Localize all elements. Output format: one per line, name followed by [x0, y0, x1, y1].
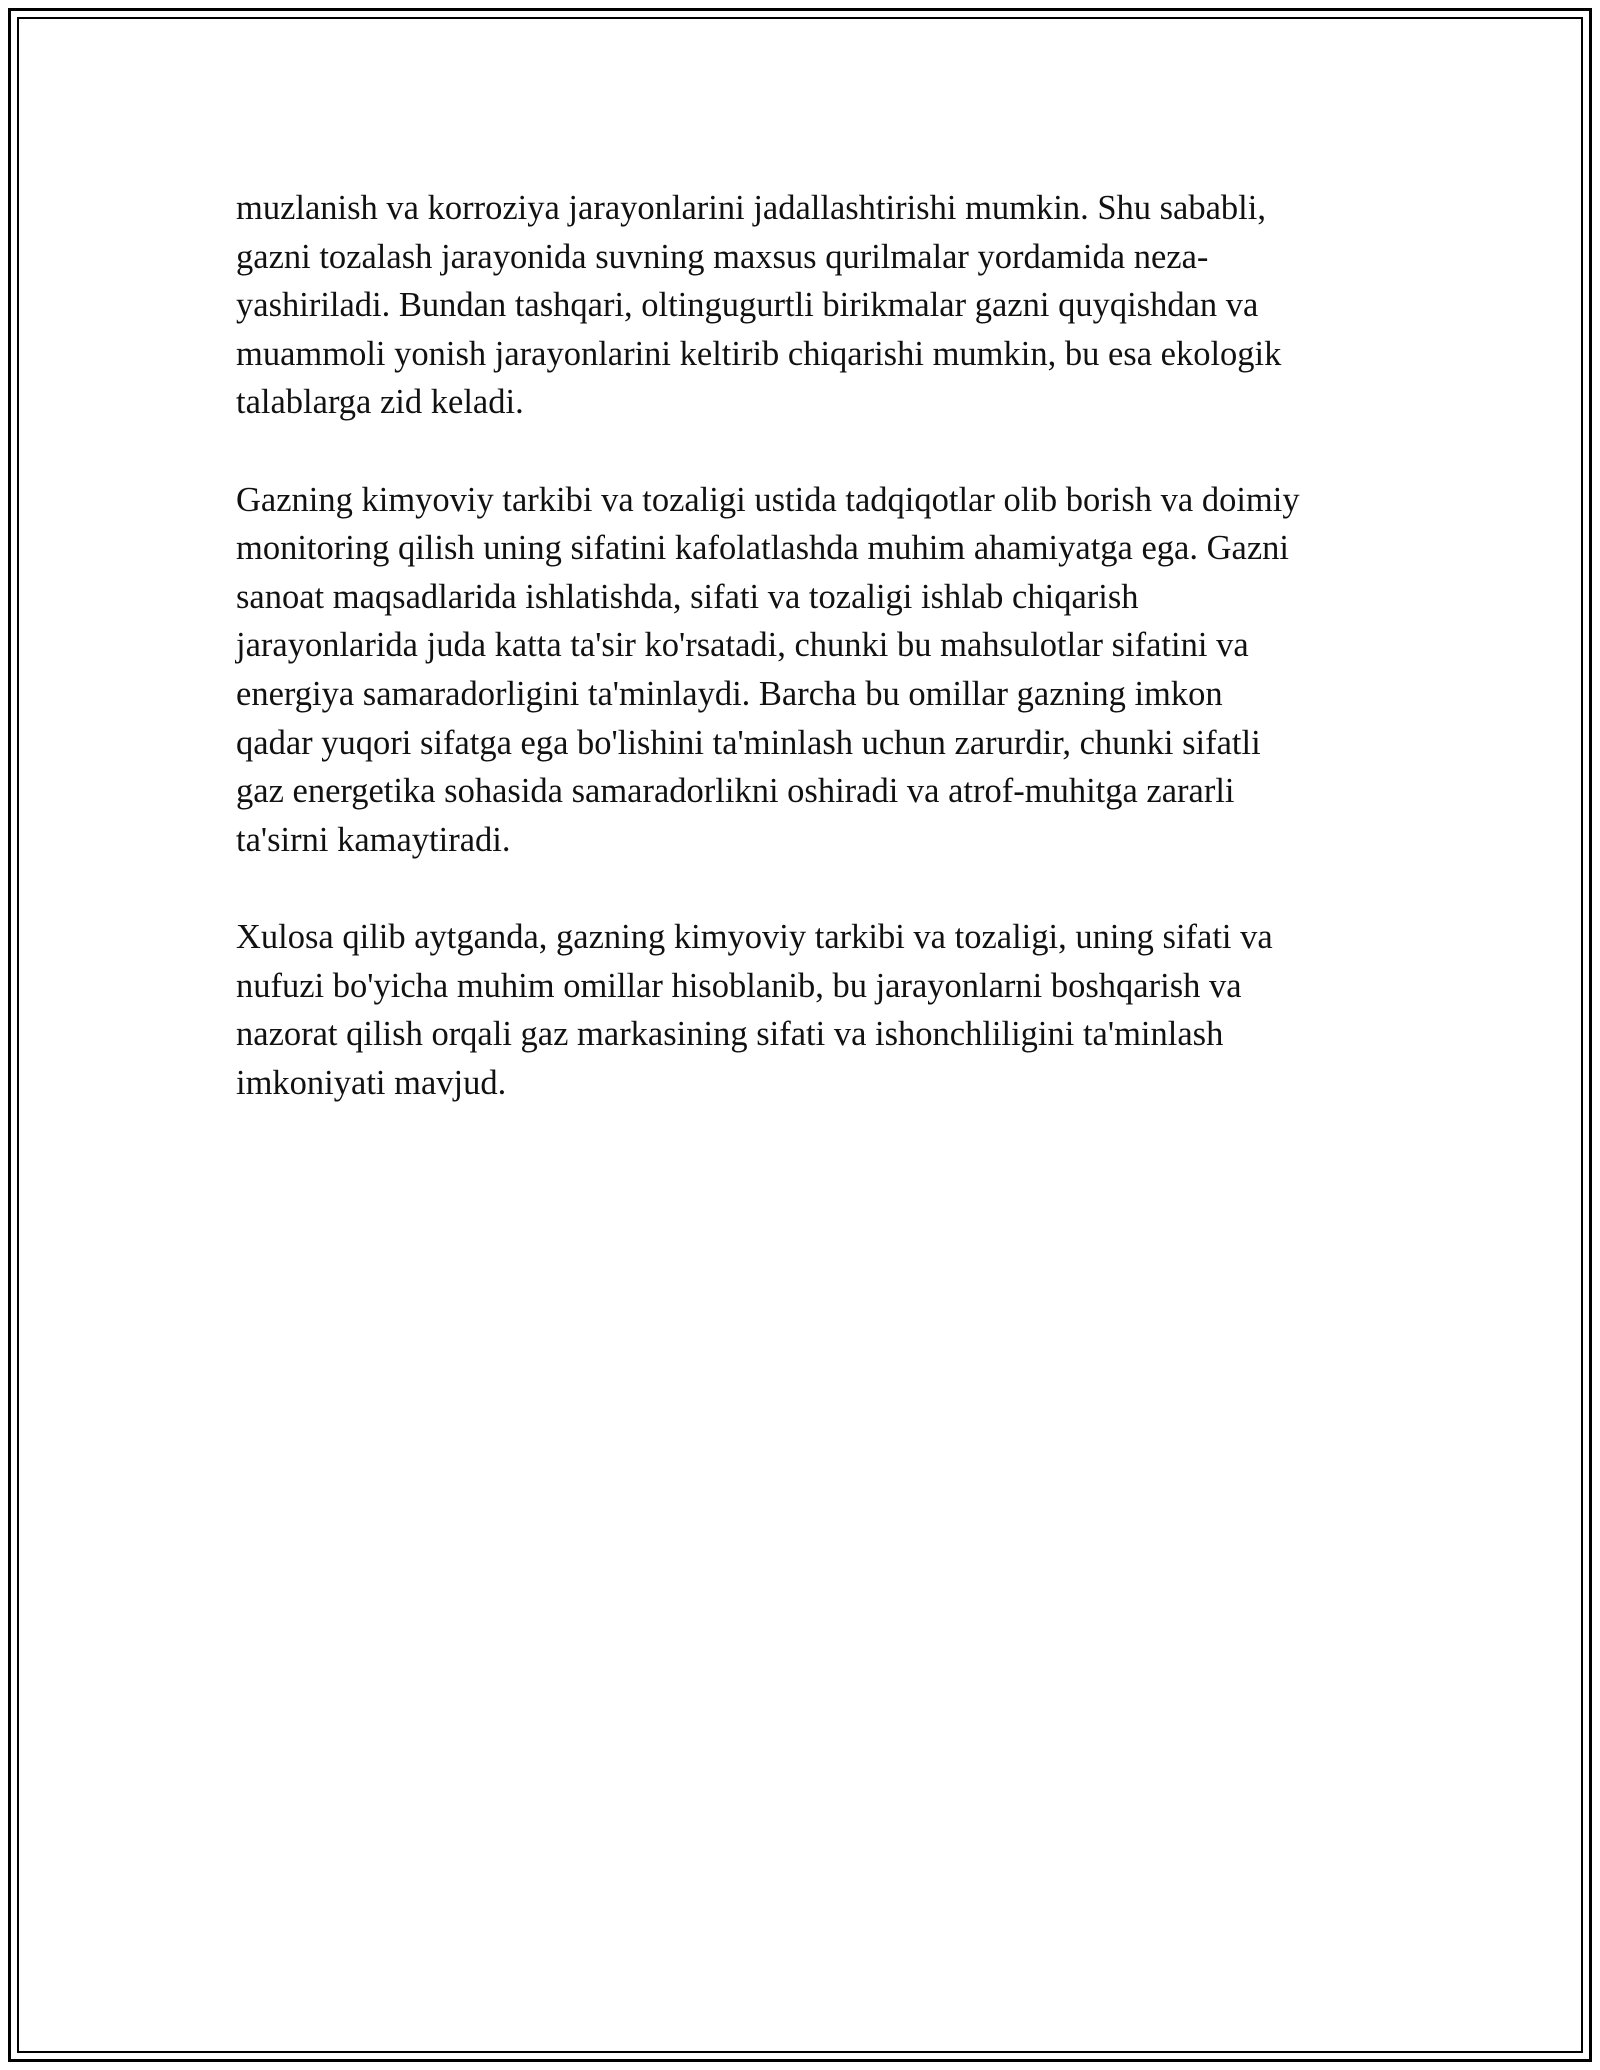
paragraph-2 — [236, 476, 1416, 865]
text-line: jarayonlarida juda katta ta'sir ko'rsatadi, chunki bu mahsulotlar sifatini va — [236, 626, 1249, 665]
document-body — [236, 184, 1416, 1156]
text-line: qadar yuqori sifatga ega bo'lishini ta'minlash uchun zarurdir, chunki sifatli — [236, 723, 1261, 762]
text-line: sanoat maqsadlarida ishlatishda, sifati va tozaligi ishlab chiqarish — [236, 577, 1139, 616]
text-line: Gazning kimyoviy tarkibi va tozaligi ustida tadqiqotlar olib borish va doimiy — [236, 480, 1300, 519]
paragraph-1 — [236, 184, 1416, 427]
paragraph-3 — [236, 913, 1416, 1107]
text-line: Xulosa qilib aytganda, gazning kimyoviy tarkibi va tozaligi, uning sifati va — [236, 917, 1273, 956]
text-line: energiya samaradorligini ta'minlaydi. Barcha bu omillar gazning imkon — [236, 674, 1223, 713]
text-line: yashiriladi. Bundan tashqari, oltingugurtli birikmalar gazni quyqishdan va — [236, 286, 1259, 325]
text-line: talablarga zid keladi. — [236, 383, 524, 422]
text-line: gazni tozalash jarayonida suvning maxsus qurilmalar yordamida neza- — [236, 237, 1209, 276]
text-line: gaz energetika sohasida samaradorlikni oshiradi va atrof-muhitga zararli — [236, 772, 1235, 811]
text-line: muammoli yonish jarayonlarini keltirib chiqarishi mumkin, bu esa ekologik — [236, 334, 1282, 373]
text-line: nufuzi bo'yicha muhim omillar hisoblanib, bu jarayonlarni boshqarish va — [236, 966, 1242, 1005]
text-line: monitoring qilish uning sifatini kafolatlashda muhim ahamiyatga ega. Gazni — [236, 529, 1289, 568]
text-line: nazorat qilish orqali gaz markasining sifati va ishonchliligini ta'minlash — [236, 1015, 1224, 1054]
text-line: muzlanish va korroziya jarayonlarini jadallashtirishi mumkin. Shu sababli, — [236, 189, 1266, 227]
text-line: imkoniyati mavjud. — [236, 1063, 507, 1102]
text-line: ta'sirni kamaytiradi. — [236, 820, 511, 859]
